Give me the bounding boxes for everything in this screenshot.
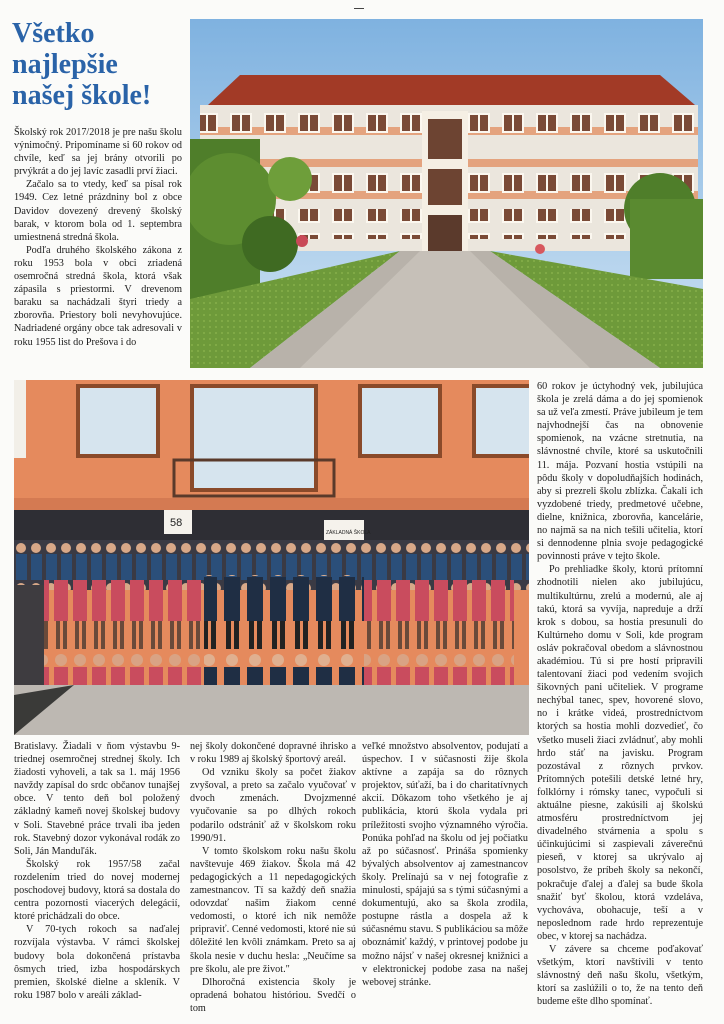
group-photo-illustration bbox=[14, 380, 529, 735]
paragraph: V závere sa chceme poďakovať všetkým, ktorí navštívili v tento slávnostný deň našu školu, všetkým, ktorí sa zaslúžili o to, že na tento deň budeme ešte dlho spomínať. bbox=[537, 944, 703, 1008]
school-entrance-sign: ZÁKLADNÁ ŠKOLA bbox=[326, 530, 371, 536]
paragraph: V tomto školskom roku našu školu navštevuje 469 žiakov. Škola má 42 pedagogických a 11 nepedagogických zamestnancov. Tí sa každý deň snažia odovzdať našim žiakom cenné vedomosti, o ktoré ich nik nemôže pripraviť. Cenné vedomosti, ktoré nie sú dôležité len kvôli známkam. Preto sa aj škola nesie v duchu hesla: „Neučíme sa pre školu, ale pre život." bbox=[190, 845, 356, 975]
article-title: Všetko najlepšie našej škole! bbox=[12, 18, 152, 111]
paragraph: Začalo sa to vtedy, keď sa písal rok 1949. Cez letné prázdniny bol z obce Davidov dovezený drevený školský barak, v ktorom bola od 1. septembra umiestnená stredná škola. bbox=[14, 179, 182, 243]
paragraph: Bratislavy. Žiadali v ňom výstavbu 9-triednej osemročnej strednej školy. Ich žiadosti vyhoveli, a tak sa 1. máj 1956 navždy zapísal do srdc občanov tunajšej obce. V tento deň bol položený základný kameň novej školskej budovy v Soli. Stavebné práce trvali iba jeden rok. Stavebný dozor vykonával rodák zo Soli, Ján Manduľák. bbox=[14, 741, 180, 857]
paragraph: veľké množstvo absolventov, podujatí a úspechov. I v súčasnosti žije škola aktívne a zapája sa do rôznych projektov, súťaží, ba i do charitatívnych akcií. Dôkazom toho všetkého je aj publikácia, ktorú škola vydala pri príležitosti svojho významného výročia. Ponúka pohľad na školu od jej počiatku až po súčasnosť. Prináša spomienky bývalých absolventov aj zamestnancov školy. Prelínajú sa v nej fotografie z minulosti, spájajú sa s tými súčasnými a dokumentujú, ako sa škola zrodila, postupne rástla a dospela až k súčasnému stavu. S publikáciou sa môže oboznámiť každý, v printovej podobe ju možno nájsť v našej okresnej knižnici a v elektronickej podobe zasa na našej webovej stránke. bbox=[362, 741, 528, 988]
building-number-sign: 58 bbox=[170, 517, 183, 529]
column-2 bbox=[190, 740, 356, 1014]
page-top-mark bbox=[354, 8, 364, 9]
paragraph: Po prehliadke školy, ktorú prítomní zhodnotili nielen ako jubilujúcu, multikultúrnu, zrelú a modernú, ale aj takú, ktorá sa vyvíja, napreduje a drží krok s dobou, sa hostia presunuli do Kultúrneho domu v Soli, kde program osláv pokračoval obedom a slávnostnou akadémiou. Tú si pre hostí pripravili talentovaní žiaci pod vedením svojich šikovných pani učiteliek. V programe nechýbal tanec, spev, hovorené slovo, no i krátke videá, prostredníctvom ktorých sa hostia mohli dozvedieť, čo všetko museli žiaci zvládnuť, aby mohli hrdo stáť na javisku. Program pozostával z rôznych prvkov. Prítomných potešili detské letné hry, folklórny i rómsky tanec, vypočuli si aktuálne piesne, zakúsili aj školskú atmosféru prostredníctvom jej divadelného stvárnenia a spolu s účinkujúcimi si zaspievali záverečnú pieseň, v ktorej sa ukrývalo aj posolstvo, že príbeh školy sa nekončí, pokračuje ďalej a ďalej sa bude škola snažiť byť školou, ktorá vzdeláva, vychováva, obohacuje, teší a v neposlednom rade hrdo reprezentuje obec, v ktorej sa nachádza. bbox=[537, 564, 703, 942]
paragraph: nej školy dokončené dopravné ihrisko a v roku 1989 aj školský športový areál. bbox=[190, 741, 356, 766]
column-3 bbox=[362, 740, 528, 1010]
paragraph: Od vzniku školy sa počet žiakov zvyšoval, a preto sa začalo vyučovať v dvoch zmenách. Dvojzmenné vyučovanie sa po dlhých rokoch podarilo odstrániť až v školskom roku 1990/91. bbox=[190, 767, 356, 844]
column-4 bbox=[537, 380, 703, 1010]
school-building-photo bbox=[190, 19, 703, 368]
school-building-illustration bbox=[190, 19, 703, 368]
paragraph: Podľa druhého školského zákona z roku 1953 bola v obci zriadená osemročná stredná škola, ktorá však zápasila s priestormi. V drevenom baraku sa nachádzali štyri triedy a zborovňa. Priestory boli nevyhovujúce. Nadriadené orgány obce tak adresovali v roku 1955 list do Prešova i do bbox=[14, 244, 182, 348]
paragraph: 60 rokov je úctyhodný vek, jubilujúca škola je zrelá dáma a do jej spomienok sa už veľa zmestí. Práve jubileum je tem najvhodnejší čas na obnovenie spomienok, na vzácne stretnutia, na slávnostné chvíle, ktoré sa uskutočnili 11. mája. Pozvaní hostia vstúpili na pôdu školy v dopoludňajších hodinách, aby si prezreli školu zblízka. Čakali ich vyzdobené triedy, predmetové učebne, dielne, knižnica, zborovňa, kancelárie, no najmä sa na nich tešili učitelia, ktorí si dennodenne plnia svoje pedagogické povinnosti práve v tejto škole. bbox=[537, 381, 703, 563]
paragraph: Dlhoročná existencia školy je opradená bohatou históriou. Svedčí o tom bbox=[190, 976, 356, 1014]
column-1-top bbox=[14, 126, 182, 362]
column-1-bottom bbox=[14, 740, 180, 1010]
group-photo bbox=[14, 380, 529, 735]
paragraph: Školský rok 1957/58 začal rozdelením tried do novej modernej poschodovej budovy, ktorá sa dostala do centra pozornosti viacerých delegácií, ktoré prichádzali do obce. bbox=[14, 858, 180, 923]
paragraph: V 70-tych rokoch sa naďalej rozvíjala výstavba. V rámci školskej budovy bola dokončená prístavba ôsmych tried, izba hospodárskych premien, školské dielne a skleník. V roku 1987 bolo v areáli základ- bbox=[14, 924, 180, 1001]
paragraph: Školský rok 2017/2018 je pre našu školu výnimočný. Pripomíname si 60 rokov od chvíle, keď sa jej brány otvorili po prvýkrát a do jej lavíc zasadli prví žiaci. bbox=[14, 127, 182, 178]
